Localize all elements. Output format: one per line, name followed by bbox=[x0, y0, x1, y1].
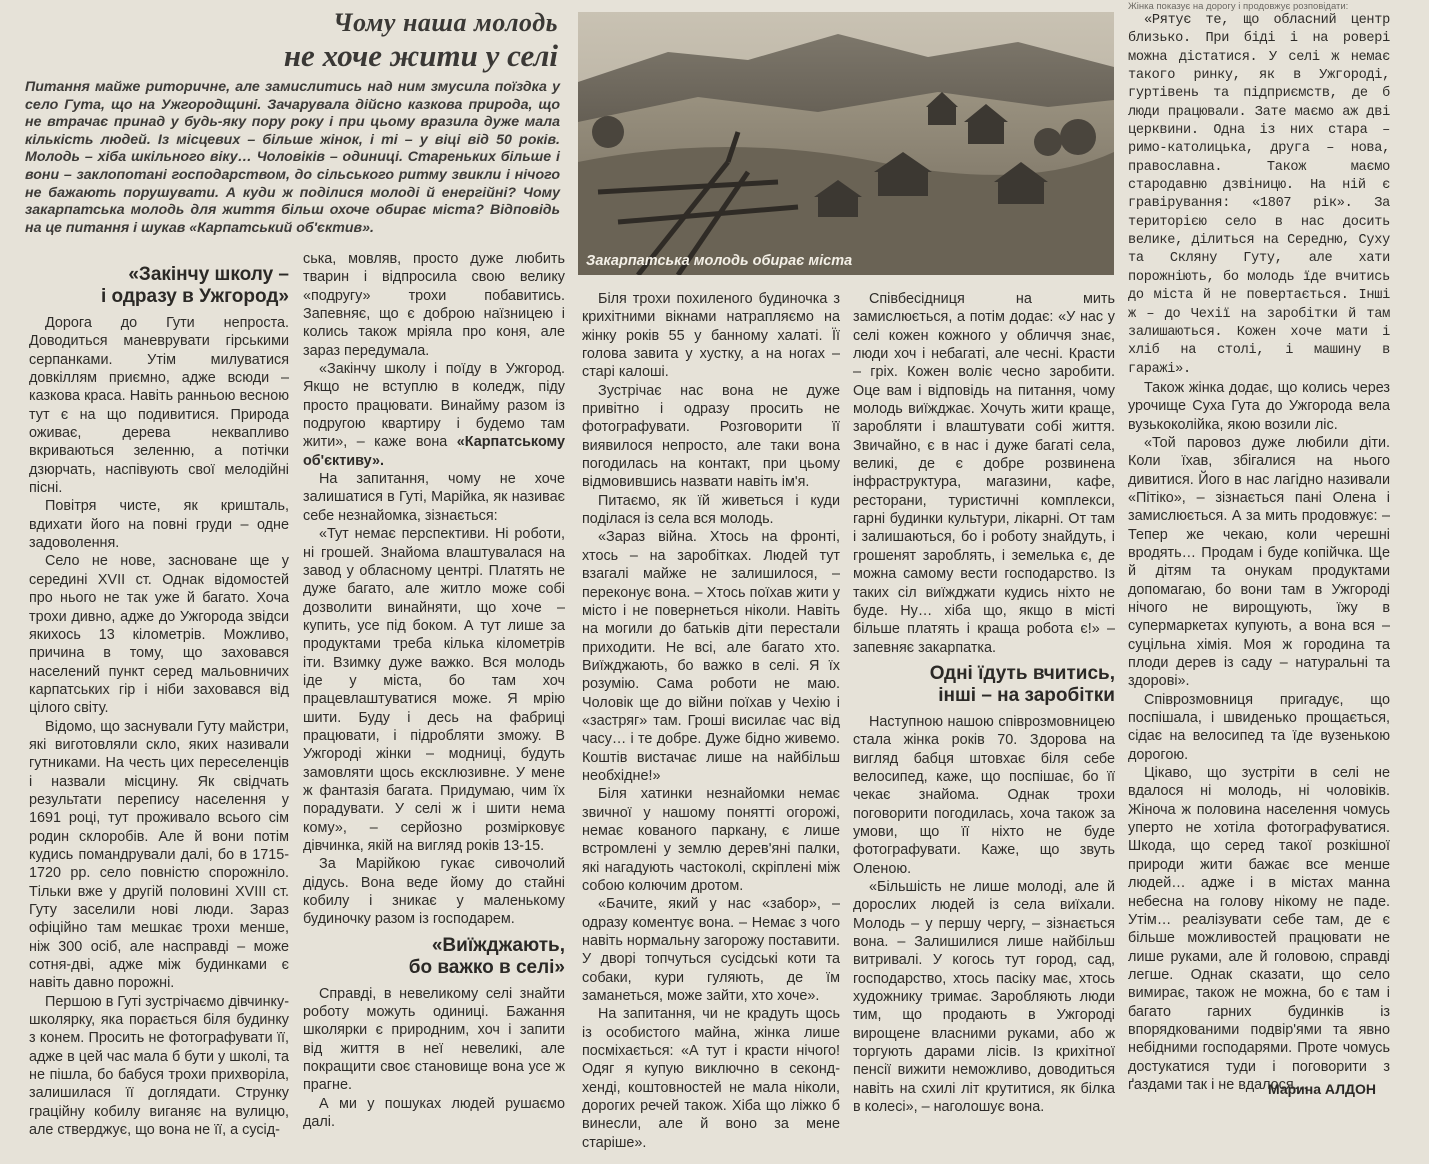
paragraph: На запитання, чи не крадуть щось із особистого майна, жінка лише посміхається: «А тут і красти нічого! Одяг я купую виключно в секонд-хенді, коштовностей не мала ніколи, дорогих речей також. Хіба що ліжко б винесли, але й воно за мене старіше». bbox=[582, 1006, 840, 1151]
paragraph: Наступною нашою співрозмовницею стала жінка років 70. Здорова на вигляд бабця штовхає біля себе велосипед, каже, що поспішає, бо її чекає знайома. Однак трохи поговорити погодилась, хоча також за умови, що її ніхто не буде фотографувати. Каже, що звуть Оленою. bbox=[853, 713, 1115, 877]
paragraph: ська, мовляв, просто дуже любить тварин і відпросила свою велику «подругу» трохи побавитись. Запевняє, що є доброю наїзницею і колись також мріяла про коня, але зараз передумала. bbox=[303, 251, 565, 359]
article-lead: Питання майже риторичне, але замислитись над ним змусила поїздка у село Гута, що на Ужгородщині. Зачарувала дійсно казкова природа, що не втрачає принад у будь-яку пору року і при цьому вразила дуже мала кількість людей. Із місцевих – більше жінок, і ті – у віці від 50 років. Молодь – хіба шкільного віку… Чоловіків – одиниці. Стареньких більше і вони – заклопотані господарством, до сільського ритму звикли і нічого не бажають порушувати. А куди ж поділися молоді й енергійні? Чому закарпатська молодь для життя більш охоче обирає міста? Відповідь на це питання і шукав «Карпатський об'єктив». bbox=[25, 79, 560, 236]
paragraph: «Рятує те, що обласний центр близько. При біді і на ровері можна дістатися. У селі ж немає такого ринку, як в Ужгороді, гуртівень та підприємств, де б люди працювали. Зате маємо аж дві церквини. Одна із них стара – римо-католицька, друга – нова, православна. Також маємо стародавню дзвіницю. На ній є гравірування: «1807 рік». За територією село в нас досить велике, ділиться на Середню, Суху та Скляну Гуту, але хати порожніють, бо молодь їде вчитись до міста й не повертається. Інші ж – до Чехії на заробітки й там залишаються. Кожен хоче мати і хліб на столі, і машину в гаражі». bbox=[1128, 13, 1390, 377]
paragraph: «Той паровоз дуже любили діти. Коли їхав, збігалися на нього дивитися. Його в нас лагідно називали «Пітіко», – зізнається пані Олена і замислюється. А за мить продовжує: – Тепер же чекаю, коли черешні вродять… Продам і буде копійчка. Ще й дітям та онукам продуктами допомагаю, бо вони там в Ужгороді нічого не вирощують, їжу в супермаркетах купують, а вона вся – суцільна хімія. Моя ж городина та плоди дерев із саду – натуральні та здорові». bbox=[1128, 434, 1390, 690]
subheading-1-line-2: і одразу в Ужгород» bbox=[100, 286, 289, 307]
article-headline bbox=[28, 10, 558, 71]
paragraph: А ми у пошуках людей рушаємо далі. bbox=[303, 1095, 565, 1131]
subheading-1-line-1: «Закінчу школу – bbox=[128, 264, 289, 285]
paragraph: Біля трохи похиленого будиночка з крихітними вікнами натрапляємо на жінку років 55 у банному халаті. Її голова завита у хустку, а на ногах – старі калоші. bbox=[582, 291, 840, 381]
subheading-2-line-2: бо важко в селі» bbox=[408, 956, 565, 978]
paragraph: Також жінка додає, що колись через урочище Суха Гута до Ужгорода вела вузькоколійка, якою возили ліс. bbox=[1128, 379, 1390, 433]
column-4 bbox=[853, 290, 1115, 1116]
paragraph: За Марійкою гукає сивочолий дідусь. Вона веде йому до стайні кобилу і зникає у маленькому будиночку разом із господарем. bbox=[303, 856, 565, 928]
paragraph: Співбесідниця на мить замислюється, а потім додає: «У нас у селі кожен кожного у обличчя знає, люди хоч і небагаті, але чесні. Красти – гріх. Кожен воліє чесно заробити. Оце вам і відповідь на питання, чому молодь виїжджає. Хочуть жити краще, заробляти і влаштувати собі життя. Звичайно, є в нас і дуже багаті села, великі, де є добре розвинена інфраструктура, магазини, кафе, ресторани, туристичні комплекси, гарні будинки культури, лікарні. От там і залишаються, бо і роботу знайдуть, і грошенят зароблять, і земелька є, де можна самому вести господарство. Із таких сіл виїжджати кудись ніхто не буде. Ну… хіба що, якщо в місті більше платять і краща робота є!» – запевняє закарпатка. bbox=[853, 291, 1115, 656]
paragraph bbox=[303, 360, 565, 470]
paragraph: Питаємо, як їй живеться і куди поділася із села вся молодь. bbox=[582, 492, 840, 528]
paragraph: Першою в Гуті зустрічаємо дівчинку-школярку, яка порається біля будинку з конем. Просить не фотографувати її, адже в цей час мала б бути у школі, та не пішла, бо бабуся трохи прихворіла, залишилася її доглядати. Струнку граційну кобилу виганяє на вулицю, але стверджує, що вона не її, а сусід- bbox=[29, 993, 289, 1139]
column-3 bbox=[582, 290, 840, 1152]
subheading-3 bbox=[853, 663, 1115, 707]
photo-caption: Закарпатська молодь обирає міста bbox=[586, 253, 853, 269]
quote-text: «Закінчу школу і поїду в Ужгород. Якщо не вступлю в коледж, піду просто працювати. Винаймy разом із подругою квартиру і будемо там жити», – каже вона bbox=[303, 361, 565, 451]
subheading-3-line-2: інші – на заробітки bbox=[938, 684, 1115, 706]
subheading-2-line-1: «Виїжджають, bbox=[431, 934, 565, 956]
paragraph: Співрозмовниця пригадує, що поспішала, і швиденько прощається, сідає на велосипед та їде вузенькою дорогою. bbox=[1128, 691, 1390, 763]
paragraph: Село не нове, засноване ще у середині XVII ст. Однак відомостей про нього не так уже й багато. Хоча трохи дивно, адже до Ужгорода звідси якихось 13 кілометрів. Можливо, причина в тому, що заховався населений пункт серед мальовничих карпатських гір і ніби заховався від цілого світу. bbox=[29, 553, 289, 717]
paragraph: «Бачите, який у нас «забор», – одразу коментує вона. – Немає з чого навіть нормальну загорожу поставити. У дворі топчуться сусідські коти та собаки, кури гуляють, де їм заманеться, може зайти, хто хоче». bbox=[582, 896, 840, 1005]
subheading-2 bbox=[303, 935, 565, 979]
author-byline: Марина АЛДОН bbox=[1268, 1081, 1376, 1097]
article-photo bbox=[578, 12, 1114, 275]
column-2 bbox=[303, 250, 565, 1131]
subheading-1 bbox=[29, 264, 289, 308]
column-1 bbox=[29, 258, 289, 1139]
paragraph: Дорога до Гути непроста. Доводиться маневрувати гірськими серпанками. Утім милуватися довкіллям приємно, адже всюди – казкова краса. Навіть ранньою весною тут є на що подивитися. Природа оживає, дерева неквапливо вкриваються зеленню, а потічки дзюрчать, наспівують свої мелодійні пісні. bbox=[29, 315, 289, 497]
paragraph: Зустрічає нас вона не дуже привітно і одразу просить не фотографувати. Розговорити її виявилося непросто, але таки вона погодилась на контакт, при цьому відмовившись назвати навіть ім'я. bbox=[582, 382, 840, 491]
publication-name: «Карпатському об'єктиву». bbox=[303, 434, 565, 469]
headline-line-2: не хоче жити у селі bbox=[283, 38, 558, 73]
subheading-3-line-1: Одні їдуть вчитись, bbox=[929, 662, 1115, 684]
paragraph: «Більшість не лише молоді, але й дорослих людей із села виїхали. Молодь – у першу чергу, – зізнається вона. – Залишилися лише найбільш витривалі. У когось тут город, сад, господарство, хтось пасіку має, хтось художнику тримає. Заробляють люди тим, що продають в Ужгороді вирощене власними руками, або ж торгують дарами лісів. Із крихітної пенсії вижити неможливо, доводиться навіть на схилі літ крутитися, як білка в колесі», – наголошує вона. bbox=[853, 878, 1115, 1116]
headline-line-1: Чому наша молодь bbox=[333, 8, 558, 37]
paragraph: Цікаво, що зустріти в селі не вдалося ні молодь, ні чоловіків. Жіноча ж половина населення чомусь уперто не хотіла фотографуватися. Шкода, що серед такої розкішної природи жити бажає все менше людей… адже і в містах манна небесна на голову нікому не паде. Утім… реалізувати себе там, де є більше можливостей працювати не лише руками, але й головою, справді легше. Однак сказати, що село вимирає, також не можна, бо є там і багато гарних будинків із впорядкованими подвір'ями та явно небідними господарями. Проте чомусь достукатися туди і поговорити з ґаздами так і не вдалося… bbox=[1128, 765, 1390, 1093]
column-5 bbox=[1128, 2, 1390, 1094]
small-note: Жінка показує на дорогу і продовжує розповідати: bbox=[1128, 1, 1349, 12]
paragraph: «Зараз війна. Хтось на фронті, хтось – на заробітках. Людей тут взагалі майже не залишилося, – переконує вона. – Хтось поїхав жити у місто і не повернеться ніколи. Навіть на могили до батьків діти перестали приходити. Не всі, але багато хто. Виїжджають, бо важко в селі. Я їх розумію. Сама роботи не маю. Чоловік ще до війни поїхав у Чехію і «застряг» там. Гроші висилає час від часу… і те добре. Дуже бідно живемо. Коштів вистачає лише на найбільш необхідне!» bbox=[582, 529, 840, 784]
paragraph: Повітря чисте, як кришталь, вдихати його на повні груди – одне задоволення. bbox=[29, 498, 289, 552]
paragraph: Біля хатинки незнайомки немає звичної у нашому понятті огорожі, немає кованого паркану, є лише встромлені у землю дерев'яні палки, які нагадують частоколі, скріплені між собою колючим дротом. bbox=[582, 786, 840, 894]
paragraph: Відомо, що заснували Гуту майстри, які виготовляли скло, яких називали гутниками. На честь цих переселенців і назвали місцину. Як свідчать результати перепису населення у 1691 році, тут проживало всього сім родин склоробів. Але й вони потім кудись помандрували далі, бо в 1715-1720 рр. село повністю спорожніло. Тільки вже у другій половині XVIII ст. Гуту заселили нові люди. Зараз офіційно там мешкає трохи менше, ніж 300 осіб, але насправді – може сотня-дві, адже між будинками є навіть давно порожні. bbox=[29, 718, 289, 992]
paragraph: На запитання, чому не хоче залишатися в Гуті, Марійка, як називає себе незнайомка, зізнається: bbox=[303, 471, 565, 524]
paragraph: «Тут немає перспективи. Ні роботи, ні грошей. Знайома влаштувалася на завод у обласному центрі. Платять не дуже багато, але житло може собі дозволити винайняти, що хоче – купить, усе під боком. А тут лише за продуктами треба кілька кілометрів іти. Взимку дуже важко. Вся молодь іде у міста, бо там хоч працевлаштуватися може. Я мрію шити. Буду і десь на фабриці працювати, і підробляти зможу. В Ужгороді жінки – модниці, будуть замовляти щось ексклюзивне. У мене ж фантазія багата. Придумаю, чим їх порадувати. У селі ж і шити нема кому», – серйозно розмірковує дівчинка, якій на вигляд років 13-15. bbox=[303, 526, 565, 854]
village-landscape-image bbox=[578, 12, 1114, 275]
paragraph: Справді, в невеликому селі знайти роботу можуть одиниці. Бажання школярки є природним, хоч і запити від життя в неї невеликі, але покращити своє становище вона усе ж прагне. bbox=[303, 985, 565, 1094]
